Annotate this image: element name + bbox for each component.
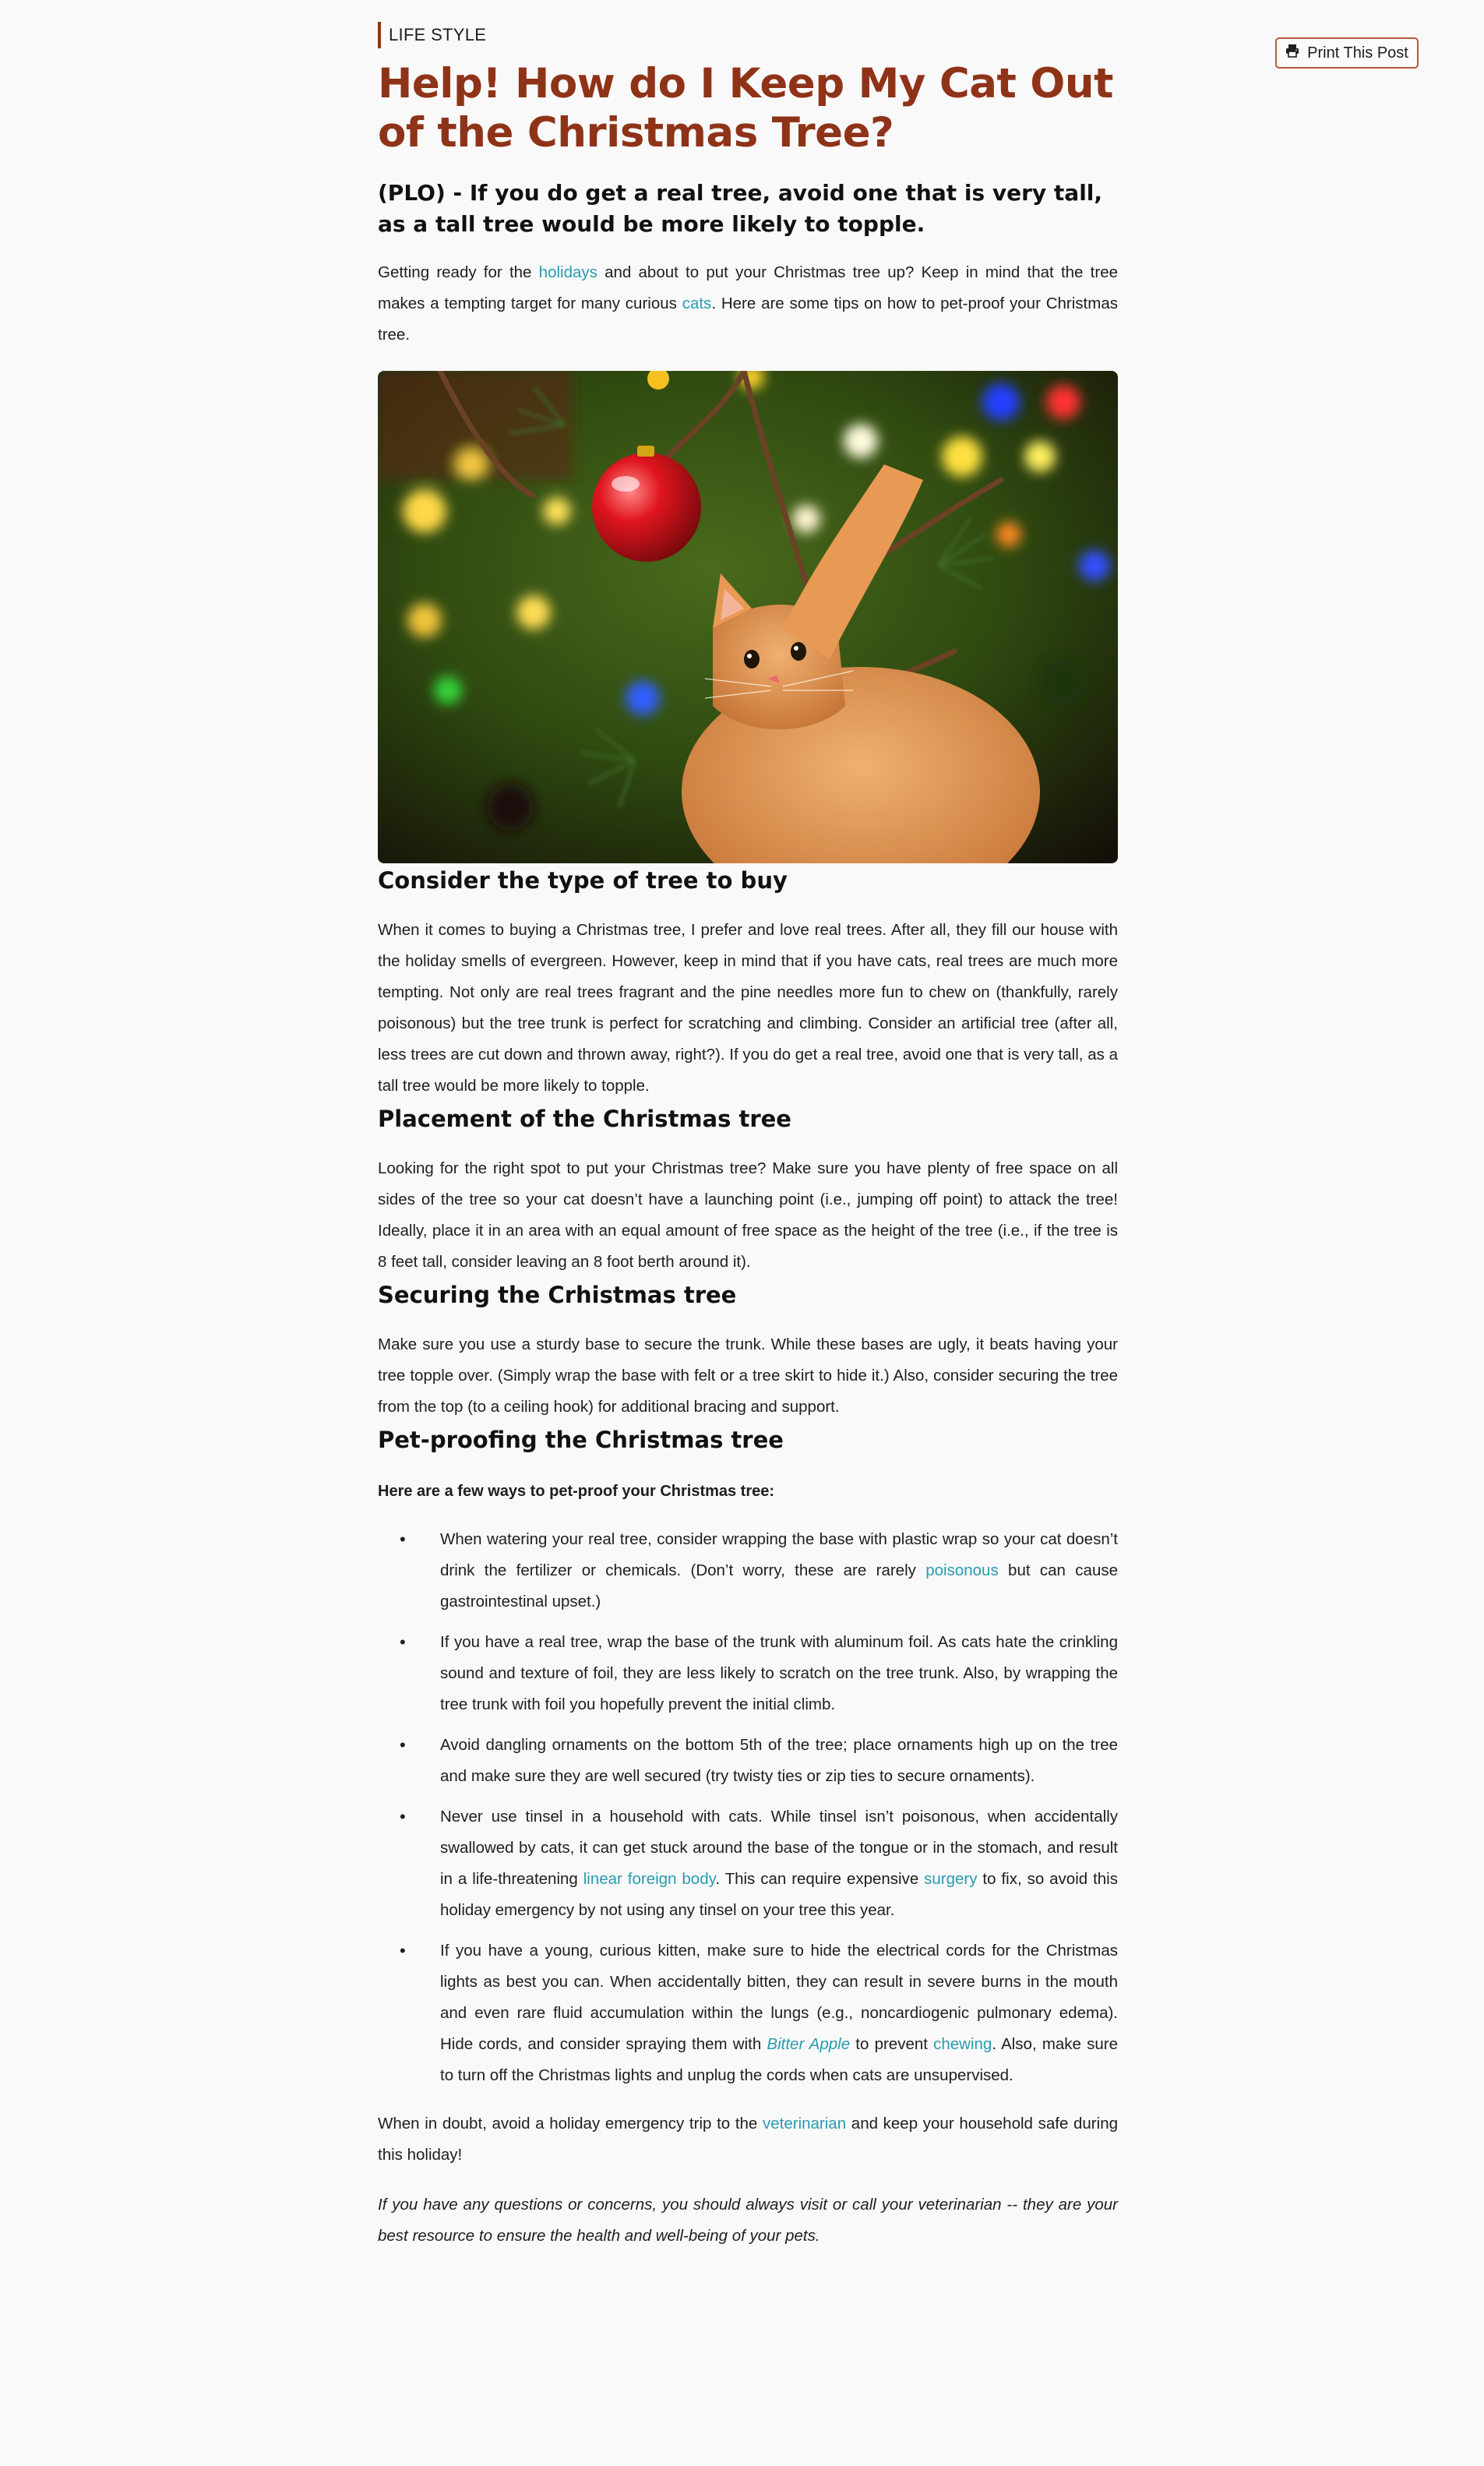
list-item: • When watering your real tree, consider wrapping the base with plastic wrap so your cat doesn’t drink the fertilizer or chemicals. (Don’t worry, these are rarely poisonous but can cause gastrointestinal upset.) xyxy=(378,1524,1118,1618)
list-item: • Avoid dangling ornaments on the bottom 5th of the tree; place ornaments high up on the tree and make sure they are well secured (try twisty ties or zip ties to secure ornaments). xyxy=(378,1730,1118,1792)
section-heading-pet-proofing: Pet-proofing the Christmas tree xyxy=(378,1427,784,1453)
bullet-icon: • xyxy=(400,1632,406,1652)
list-item: • If you have a real tree, wrap the base of the trunk with aluminum foil. As cats hate the crinkling sound and texture of foil, they are less likely to scratch on the tree trunk. Also, by wrapping the tree trunk with foil you hopefully prevent the initial climb. xyxy=(378,1627,1118,1720)
section-heading-placement: Placement of the Christmas tree xyxy=(378,1106,791,1132)
bullet-icon: • xyxy=(400,1735,406,1755)
pet-proofing-tips-list xyxy=(378,1524,1118,2091)
page-title: Help! How do I Keep My Cat Out of the Christmas Tree? xyxy=(378,60,1113,157)
linear-foreign-body-link[interactable]: linear foreign body xyxy=(583,1870,716,1888)
print-button[interactable] xyxy=(1275,37,1419,69)
securing-paragraph: Make sure you use a sturdy base to secure the trunk. While these bases are ugly, it beats having your tree topple over. (Simply wrap the base with felt or a tree skirt to hide it.) Also, consider securing the tree from the top (to a ceiling hook) for additional bracing and support. xyxy=(378,1335,1118,1416)
placement-paragraph: Looking for the right spot to put your Christmas tree? Make sure you have plenty of free space on all sides of the tree so your cat doesn’t have a launching point (i.e., jumping off point) to attack the tree! Ideally, place it in an area with an equal amount of free space as the height of the tree (i.e., if the tree is 8 feet tall, consider leaving an 8 foot berth around it). xyxy=(378,1159,1118,1271)
list-item: • Never use tinsel in a household with cats. While tinsel isn’t poisonous, when accidentally swallowed by cats, it can get stuck around the base of the tongue or in the stomach, and result in a life-threatening linear foreign body. This can require expensive surgery to fix, so avoid this holiday emergency by not using any tinsel on your tree this year. xyxy=(378,1801,1118,1926)
veterinarian-link[interactable]: veterinarian xyxy=(763,2115,847,2133)
bitter-apple-link[interactable]: Bitter Apple xyxy=(767,2035,851,2053)
tree-type-paragraph: When it comes to buying a Christmas tree, I prefer and love real trees. After all, they fill our house with the holiday smells of evergreen. However, keep in mind that if you have cats, real trees are much more tempting. Not only are real trees fragrant and the pine needles more fun to chew on (thankfully, rarely poisonous) but the tree trunk is perfect for scratching and climbing. Consider an artificial tree (after all, less trees are cut down and thrown away, right?). If you do get a real tree, avoid one that is very tall, as a tall tree would be more likely to topple. xyxy=(378,921,1118,1095)
chewing-link[interactable]: chewing xyxy=(933,2035,992,2053)
surgery-link[interactable]: surgery xyxy=(924,1870,978,1888)
bullet-icon: • xyxy=(400,1941,406,1960)
hero-image xyxy=(378,371,1118,863)
section-heading-securing: Securing the Crhistmas tree xyxy=(378,1282,737,1308)
pet-proofing-lead: Here are a few ways to pet-proof your Christmas tree: xyxy=(378,1483,775,1500)
poisonous-link[interactable]: poisonous xyxy=(925,1561,999,1579)
final-note: If you have any questions or concerns, you should always visit or call your veterinarian -- they are your best resource to ensure the health and well-being of your pets. xyxy=(378,2196,1118,2245)
bullet-icon: • xyxy=(400,1807,406,1826)
article xyxy=(378,22,1118,2252)
article-subtitle: (PLO) - If you do get a real tree, avoid one that is very tall, as a tall tree would be more likely to topple. xyxy=(378,180,1103,237)
outro-paragraph: When in doubt, avoid a holiday emergency trip to the veterinarian and keep your household safe during this holiday! xyxy=(378,2115,1118,2164)
holidays-link[interactable]: holidays xyxy=(538,263,597,281)
printer-icon xyxy=(1285,44,1299,62)
category-label: LIFE STYLE xyxy=(378,22,1118,48)
section-heading-tree-type: Consider the type of tree to buy xyxy=(378,867,788,894)
intro-paragraph: Getting ready for the holidays and about to put your Christmas tree up? Keep in mind that the tree makes a tempting target for many curious cats. Here are some tips on how to pet-proof your Christmas tree. xyxy=(378,263,1118,344)
print-button-label: Print This Post xyxy=(1307,44,1408,62)
cats-link[interactable]: cats xyxy=(682,295,712,312)
bullet-icon: • xyxy=(400,1529,406,1549)
list-item: • If you have a young, curious kitten, make sure to hide the electrical cords for the Christmas lights as best you can. When accidentally bitten, they can result in severe burns in the mouth and even rare fluid accumulation within the lungs (e.g., noncardiogenic pulmonary edema). Hide cords, and consider spraying them with Bitter Apple to prevent chewing. Also, make sure to turn off the Christmas lights and unplug the cords when cats are unsupervised. xyxy=(378,1935,1118,2091)
